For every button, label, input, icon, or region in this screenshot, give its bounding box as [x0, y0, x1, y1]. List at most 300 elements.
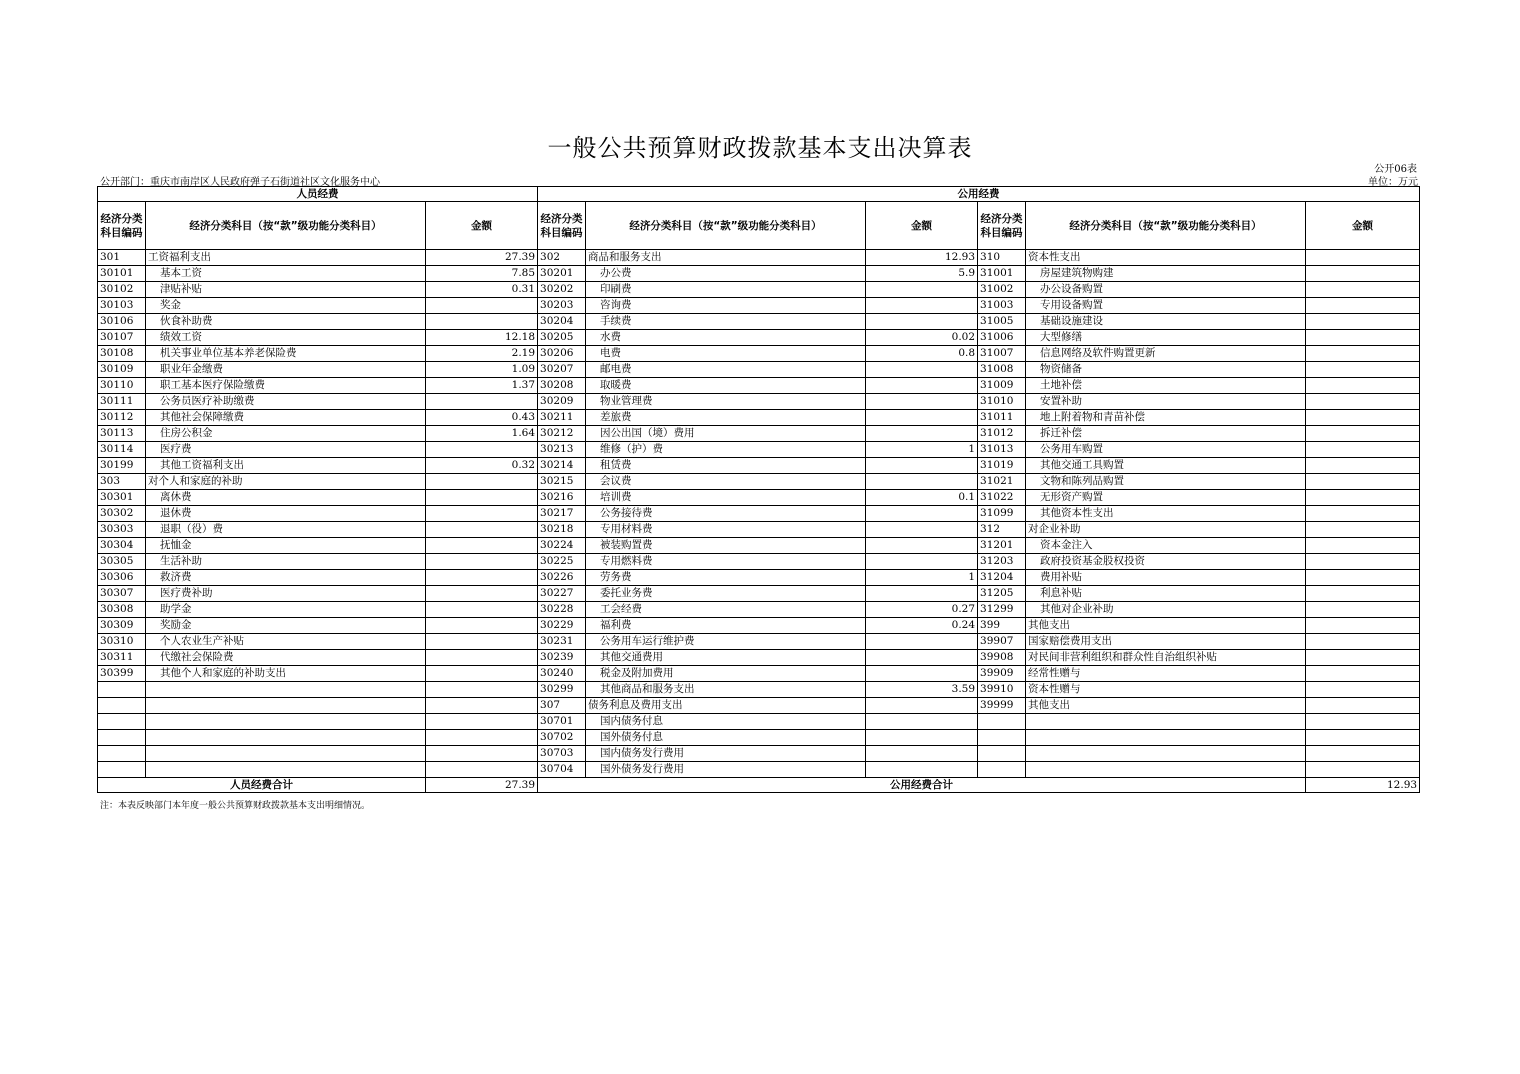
public-a-amount-cell: 0.02	[866, 330, 978, 346]
public-a-code-cell: 30226	[538, 570, 586, 586]
personnel-code-cell: 301	[98, 250, 146, 266]
personnel-code-cell: 30302	[98, 506, 146, 522]
personnel-total-label: 人员经费合计	[98, 778, 426, 793]
public-a-code-cell: 30227	[538, 586, 586, 602]
personnel-total-amount: 27.39	[426, 778, 538, 793]
public-a-code-cell: 30299	[538, 682, 586, 698]
public-b-amount-cell	[1306, 682, 1420, 698]
public-b-code-cell: 31008	[978, 362, 1026, 378]
public-b-amount-cell	[1306, 602, 1420, 618]
public-a-code-cell: 30213	[538, 442, 586, 458]
public-b-name-cell	[1026, 746, 1306, 762]
personnel-amount-cell	[426, 298, 538, 314]
public-b-name-cell: 经常性赠与	[1026, 666, 1306, 682]
public-a-name-cell: 办公费	[586, 266, 866, 282]
public-b-amount-cell	[1306, 442, 1420, 458]
public-a-code-cell: 302	[538, 250, 586, 266]
public-a-name-cell: 维修（护）费	[586, 442, 866, 458]
public-b-name-cell: 文物和陈列品购置	[1026, 474, 1306, 490]
public-b-amount-cell	[1306, 410, 1420, 426]
public-b-amount-cell	[1306, 746, 1420, 762]
public-a-name-cell: 手续费	[586, 314, 866, 330]
public-b-code-cell: 31011	[978, 410, 1026, 426]
public-a-amount-cell: 12.93	[866, 250, 978, 266]
public-a-code-cell: 30240	[538, 666, 586, 682]
personnel-code-cell: 30101	[98, 266, 146, 282]
public-b-name-cell: 对企业补助	[1026, 522, 1306, 538]
table-row	[98, 426, 1420, 442]
personnel-code-cell: 30109	[98, 362, 146, 378]
public-a-amount-cell	[866, 458, 978, 474]
personnel-name-cell	[146, 762, 426, 778]
personnel-amount-cell	[426, 474, 538, 490]
public-b-code-cell: 31021	[978, 474, 1026, 490]
public-b-code-cell	[978, 730, 1026, 746]
public-b-code-cell: 312	[978, 522, 1026, 538]
public-b-name-cell	[1026, 714, 1306, 730]
personnel-code-cell	[98, 698, 146, 714]
table-row	[98, 298, 1420, 314]
public-b-name-cell: 费用补贴	[1026, 570, 1306, 586]
public-b-code-cell: 31003	[978, 298, 1026, 314]
personnel-amount-cell	[426, 522, 538, 538]
public-a-name-cell: 印刷费	[586, 282, 866, 298]
table-row	[98, 618, 1420, 634]
personnel-amount-cell	[426, 634, 538, 650]
public-b-code-cell: 399	[978, 618, 1026, 634]
personnel-name-cell: 抚恤金	[146, 538, 426, 554]
public-b-amount-cell	[1306, 666, 1420, 682]
public-a-code-cell: 30704	[538, 762, 586, 778]
public-b-code-cell: 31099	[978, 506, 1026, 522]
table-row	[98, 586, 1420, 602]
public-a-amount-cell	[866, 394, 978, 410]
public-a-code-cell: 30214	[538, 458, 586, 474]
public-b-code-cell: 31007	[978, 346, 1026, 362]
public-a-code-cell: 30228	[538, 602, 586, 618]
public-b-code-cell: 310	[978, 250, 1026, 266]
public-b-code-cell: 31204	[978, 570, 1026, 586]
personnel-amount-cell	[426, 730, 538, 746]
personnel-amount-cell	[426, 554, 538, 570]
public-a-amount-cell: 5.9	[866, 266, 978, 282]
form-number: 公开06表	[1374, 164, 1417, 175]
public-b-name-cell: 其他交通工具购置	[1026, 458, 1306, 474]
table-row	[98, 266, 1420, 282]
public-b-amount-cell	[1306, 762, 1420, 778]
public-a-code-cell: 30229	[538, 618, 586, 634]
table-row	[98, 410, 1420, 426]
public-b-amount-cell	[1306, 250, 1420, 266]
group-public: 公用经费	[538, 187, 1420, 202]
expenditure-table	[97, 186, 1420, 793]
personnel-name-cell: 其他工资福利支出	[146, 458, 426, 474]
personnel-code-cell: 30112	[98, 410, 146, 426]
public-b-code-cell: 31002	[978, 282, 1026, 298]
personnel-code-cell: 30114	[98, 442, 146, 458]
table-row	[98, 522, 1420, 538]
personnel-code-cell: 30111	[98, 394, 146, 410]
personnel-name-cell: 其他社会保障缴费	[146, 410, 426, 426]
public-a-amount-cell	[866, 698, 978, 714]
public-a-code-cell: 30215	[538, 474, 586, 490]
public-b-amount-cell	[1306, 314, 1420, 330]
footnote: 注：本表反映部门本年度一般公共预算财政拨款基本支出明细情况。	[100, 801, 371, 811]
personnel-name-cell: 医疗费补助	[146, 586, 426, 602]
table-row	[98, 634, 1420, 650]
public-a-code-cell: 30701	[538, 714, 586, 730]
personnel-code-cell: 303	[98, 474, 146, 490]
personnel-name-cell: 离休费	[146, 490, 426, 506]
public-a-name-cell: 公务用车运行维护费	[586, 634, 866, 650]
public-b-name-cell: 房屋建筑物购建	[1026, 266, 1306, 282]
public-b-name-cell: 地上附着物和青苗补偿	[1026, 410, 1306, 426]
public-b-code-cell: 31201	[978, 538, 1026, 554]
table-row	[98, 650, 1420, 666]
public-a-code-cell: 30702	[538, 730, 586, 746]
public-a-amount-cell: 0.1	[866, 490, 978, 506]
personnel-name-cell: 工资福利支出	[146, 250, 426, 266]
header-name: 经济分类科目（按“款”级功能分类科目）	[146, 202, 426, 250]
public-b-name-cell: 资本性赠与	[1026, 682, 1306, 698]
personnel-amount-cell: 1.64	[426, 426, 538, 442]
header-name: 经济分类科目（按“款”级功能分类科目）	[586, 202, 866, 250]
public-a-name-cell: 商品和服务支出	[586, 250, 866, 266]
public-b-code-cell: 39909	[978, 666, 1026, 682]
public-b-name-cell: 大型修缮	[1026, 330, 1306, 346]
table-row	[98, 362, 1420, 378]
public-b-code-cell: 31205	[978, 586, 1026, 602]
public-a-amount-cell: 3.59	[866, 682, 978, 698]
public-b-name-cell: 办公设备购置	[1026, 282, 1306, 298]
public-a-amount-cell	[866, 314, 978, 330]
public-a-name-cell: 国外债务付息	[586, 730, 866, 746]
table-row	[98, 714, 1420, 730]
public-b-amount-cell	[1306, 378, 1420, 394]
public-b-amount-cell	[1306, 426, 1420, 442]
personnel-code-cell: 30399	[98, 666, 146, 682]
table-row	[98, 698, 1420, 714]
personnel-code-cell: 30113	[98, 426, 146, 442]
personnel-amount-cell: 7.85	[426, 266, 538, 282]
personnel-name-cell: 其他个人和家庭的补助支出	[146, 666, 426, 682]
public-a-name-cell: 福利费	[586, 618, 866, 634]
table-row	[98, 554, 1420, 570]
header-name: 经济分类科目（按“款”级功能分类科目）	[1026, 202, 1306, 250]
public-a-code-cell: 30225	[538, 554, 586, 570]
public-b-code-cell	[978, 762, 1026, 778]
public-b-name-cell	[1026, 762, 1306, 778]
unit-label: 单位：万元	[1368, 177, 1418, 188]
public-b-name-cell: 政府投资基金股权投资	[1026, 554, 1306, 570]
department-label: 公开部门：重庆市南岸区人民政府弹子石街道社区文化服务中心	[100, 177, 380, 188]
public-a-amount-cell	[866, 762, 978, 778]
personnel-code-cell: 30107	[98, 330, 146, 346]
personnel-code-cell: 30108	[98, 346, 146, 362]
public-b-amount-cell	[1306, 346, 1420, 362]
public-b-code-cell: 31299	[978, 602, 1026, 618]
public-b-code-cell: 39907	[978, 634, 1026, 650]
public-a-amount-cell	[866, 714, 978, 730]
personnel-name-cell	[146, 730, 426, 746]
group-personnel: 人员经费	[98, 187, 538, 202]
table-row	[98, 490, 1420, 506]
public-b-name-cell: 专用设备购置	[1026, 298, 1306, 314]
public-b-name-cell: 安置补助	[1026, 394, 1306, 410]
public-b-amount-cell	[1306, 618, 1420, 634]
public-a-name-cell: 邮电费	[586, 362, 866, 378]
personnel-code-cell: 30199	[98, 458, 146, 474]
public-b-code-cell: 31001	[978, 266, 1026, 282]
personnel-amount-cell: 2.19	[426, 346, 538, 362]
public-b-code-cell: 31013	[978, 442, 1026, 458]
personnel-amount-cell	[426, 746, 538, 762]
public-a-code-cell: 30224	[538, 538, 586, 554]
public-b-code-cell: 31203	[978, 554, 1026, 570]
personnel-name-cell: 津贴补贴	[146, 282, 426, 298]
public-b-amount-cell	[1306, 554, 1420, 570]
personnel-name-cell: 绩效工资	[146, 330, 426, 346]
public-a-name-cell: 专用材料费	[586, 522, 866, 538]
public-a-amount-cell: 0.8	[866, 346, 978, 362]
table-row	[98, 570, 1420, 586]
public-a-code-cell: 30204	[538, 314, 586, 330]
header-amount: 金额	[426, 202, 538, 250]
public-b-code-cell: 31005	[978, 314, 1026, 330]
personnel-name-cell: 生活补助	[146, 554, 426, 570]
public-a-code-cell: 30211	[538, 410, 586, 426]
public-a-name-cell: 债务利息及费用支出	[586, 698, 866, 714]
public-b-code-cell: 39910	[978, 682, 1026, 698]
public-b-amount-cell	[1306, 330, 1420, 346]
public-a-code-cell: 30208	[538, 378, 586, 394]
personnel-code-cell: 30311	[98, 650, 146, 666]
public-a-amount-cell	[866, 378, 978, 394]
public-a-name-cell: 培训费	[586, 490, 866, 506]
personnel-code-cell: 30106	[98, 314, 146, 330]
personnel-amount-cell	[426, 602, 538, 618]
personnel-amount-cell: 0.43	[426, 410, 538, 426]
public-a-code-cell: 30201	[538, 266, 586, 282]
public-a-code-cell: 30703	[538, 746, 586, 762]
public-a-code-cell: 30206	[538, 346, 586, 362]
personnel-amount-cell: 27.39	[426, 250, 538, 266]
personnel-name-cell: 个人农业生产补贴	[146, 634, 426, 650]
public-a-code-cell: 30231	[538, 634, 586, 650]
public-b-name-cell: 利息补贴	[1026, 586, 1306, 602]
table-row	[98, 730, 1420, 746]
header-amount: 金额	[1306, 202, 1420, 250]
public-b-name-cell: 其他资本性支出	[1026, 506, 1306, 522]
public-b-amount-cell	[1306, 634, 1420, 650]
public-total-label: 公用经费合计	[538, 778, 1306, 793]
page-title: 一般公共预算财政拨款基本支出决算表	[547, 134, 973, 162]
table-row	[98, 282, 1420, 298]
personnel-name-cell: 机关事业单位基本养老保险费	[146, 346, 426, 362]
public-a-code-cell: 307	[538, 698, 586, 714]
personnel-amount-cell: 0.32	[426, 458, 538, 474]
public-a-name-cell: 工会经费	[586, 602, 866, 618]
personnel-amount-cell	[426, 682, 538, 698]
table-row	[98, 746, 1420, 762]
personnel-amount-cell	[426, 666, 538, 682]
public-a-name-cell: 因公出国（境）费用	[586, 426, 866, 442]
public-a-name-cell: 税金及附加费用	[586, 666, 866, 682]
personnel-name-cell	[146, 682, 426, 698]
personnel-amount-cell: 12.18	[426, 330, 538, 346]
header-code: 经济分类科目编码	[538, 202, 586, 250]
public-a-name-cell: 物业管理费	[586, 394, 866, 410]
personnel-name-cell: 退休费	[146, 506, 426, 522]
public-b-amount-cell	[1306, 506, 1420, 522]
public-a-name-cell: 被装购置费	[586, 538, 866, 554]
personnel-amount-cell	[426, 570, 538, 586]
public-b-amount-cell	[1306, 714, 1420, 730]
totals-row	[98, 778, 1420, 793]
public-b-code-cell: 31009	[978, 378, 1026, 394]
public-a-amount-cell	[866, 650, 978, 666]
public-a-name-cell: 其他交通费用	[586, 650, 866, 666]
public-b-amount-cell	[1306, 266, 1420, 282]
personnel-code-cell	[98, 714, 146, 730]
personnel-name-cell: 医疗费	[146, 442, 426, 458]
personnel-amount-cell	[426, 314, 538, 330]
table-row	[98, 666, 1420, 682]
table-row	[98, 458, 1420, 474]
public-a-amount-cell: 1	[866, 442, 978, 458]
public-a-amount-cell	[866, 282, 978, 298]
personnel-name-cell: 职业年金缴费	[146, 362, 426, 378]
public-a-amount-cell	[866, 666, 978, 682]
personnel-amount-cell	[426, 618, 538, 634]
personnel-code-cell: 30309	[98, 618, 146, 634]
public-a-code-cell: 30212	[538, 426, 586, 442]
public-a-name-cell: 劳务费	[586, 570, 866, 586]
personnel-name-cell: 职工基本医疗保险缴费	[146, 378, 426, 394]
public-a-amount-cell: 0.24	[866, 618, 978, 634]
public-a-amount-cell	[866, 426, 978, 442]
personnel-name-cell	[146, 746, 426, 762]
public-b-amount-cell	[1306, 394, 1420, 410]
personnel-name-cell: 救济费	[146, 570, 426, 586]
personnel-amount-cell	[426, 586, 538, 602]
personnel-amount-cell	[426, 538, 538, 554]
personnel-name-cell	[146, 698, 426, 714]
public-b-code-cell: 31012	[978, 426, 1026, 442]
public-b-name-cell: 资本性支出	[1026, 250, 1306, 266]
table-row	[98, 602, 1420, 618]
public-b-name-cell: 资本金注入	[1026, 538, 1306, 554]
public-a-amount-cell	[866, 522, 978, 538]
public-a-amount-cell	[866, 410, 978, 426]
public-a-amount-cell	[866, 538, 978, 554]
personnel-code-cell: 30103	[98, 298, 146, 314]
public-a-name-cell: 差旅费	[586, 410, 866, 426]
public-b-name-cell: 土地补偿	[1026, 378, 1306, 394]
public-a-name-cell: 公务接待费	[586, 506, 866, 522]
public-a-name-cell: 国内债务发行费用	[586, 746, 866, 762]
public-a-amount-cell: 1	[866, 570, 978, 586]
personnel-name-cell: 退职（役）费	[146, 522, 426, 538]
public-b-amount-cell	[1306, 698, 1420, 714]
public-b-amount-cell	[1306, 298, 1420, 314]
public-b-amount-cell	[1306, 730, 1420, 746]
public-b-amount-cell	[1306, 570, 1420, 586]
personnel-code-cell	[98, 746, 146, 762]
public-a-code-cell: 30205	[538, 330, 586, 346]
public-b-code-cell: 39908	[978, 650, 1026, 666]
public-b-name-cell: 其他对企业补助	[1026, 602, 1306, 618]
public-a-name-cell: 国外债务发行费用	[586, 762, 866, 778]
table-row	[98, 250, 1420, 266]
public-b-code-cell: 31006	[978, 330, 1026, 346]
public-b-code-cell: 31022	[978, 490, 1026, 506]
public-a-amount-cell	[866, 730, 978, 746]
public-a-code-cell: 30202	[538, 282, 586, 298]
header-code: 经济分类科目编码	[98, 202, 146, 250]
personnel-code-cell: 30310	[98, 634, 146, 650]
public-b-code-cell: 31010	[978, 394, 1026, 410]
table-row	[98, 538, 1420, 554]
personnel-name-cell	[146, 714, 426, 730]
public-a-name-cell: 取暖费	[586, 378, 866, 394]
public-b-amount-cell	[1306, 458, 1420, 474]
personnel-code-cell	[98, 730, 146, 746]
public-a-amount-cell	[866, 746, 978, 762]
public-b-name-cell	[1026, 730, 1306, 746]
table-row	[98, 346, 1420, 362]
personnel-code-cell: 30102	[98, 282, 146, 298]
public-a-amount-cell	[866, 554, 978, 570]
public-a-name-cell: 咨询费	[586, 298, 866, 314]
personnel-name-cell: 奖励金	[146, 618, 426, 634]
group-header-row	[98, 187, 1420, 202]
public-a-code-cell: 30217	[538, 506, 586, 522]
public-a-amount-cell	[866, 474, 978, 490]
public-a-name-cell: 委托业务费	[586, 586, 866, 602]
table-row	[98, 330, 1420, 346]
public-a-code-cell: 30207	[538, 362, 586, 378]
personnel-amount-cell	[426, 714, 538, 730]
personnel-code-cell: 30301	[98, 490, 146, 506]
personnel-name-cell: 对个人和家庭的补助	[146, 474, 426, 490]
public-b-name-cell: 无形资产购置	[1026, 490, 1306, 506]
public-b-name-cell: 对民间非营利组织和群众性自治组织补贴	[1026, 650, 1306, 666]
personnel-amount-cell	[426, 650, 538, 666]
personnel-amount-cell	[426, 506, 538, 522]
public-b-code-cell: 39999	[978, 698, 1026, 714]
table-row	[98, 474, 1420, 490]
personnel-amount-cell	[426, 442, 538, 458]
table-row	[98, 442, 1420, 458]
personnel-name-cell: 代缴社会保险费	[146, 650, 426, 666]
personnel-name-cell: 奖金	[146, 298, 426, 314]
public-b-name-cell: 其他支出	[1026, 618, 1306, 634]
table-row	[98, 682, 1420, 698]
public-a-name-cell: 租赁费	[586, 458, 866, 474]
public-b-name-cell: 基础设施建设	[1026, 314, 1306, 330]
public-a-code-cell: 30209	[538, 394, 586, 410]
public-a-amount-cell	[866, 362, 978, 378]
table-row	[98, 506, 1420, 522]
personnel-amount-cell	[426, 394, 538, 410]
public-b-amount-cell	[1306, 538, 1420, 554]
personnel-code-cell: 30303	[98, 522, 146, 538]
public-total-amount: 12.93	[1306, 778, 1420, 793]
personnel-amount-cell	[426, 698, 538, 714]
column-header-row	[98, 202, 1420, 250]
personnel-name-cell: 助学金	[146, 602, 426, 618]
